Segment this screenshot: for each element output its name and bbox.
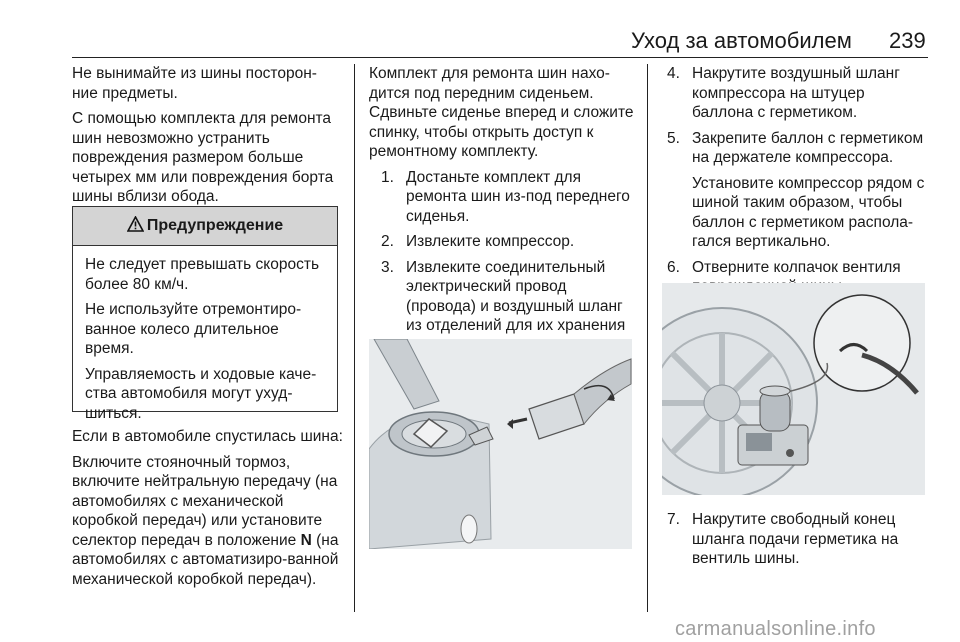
step-text: Накрутите воздушный шланг компрессора на штуцер баллона с герметиком. (692, 65, 900, 121)
steps-list-2 (667, 64, 929, 297)
step-text: Извлеките компрессор. (406, 233, 575, 250)
column-divider-1 (354, 64, 355, 612)
step-number: 2. (381, 233, 394, 250)
step-text: Отверните колпачок вентиля (692, 258, 901, 276)
step-number: 5. (667, 129, 680, 147)
parking-brake-text-cont: (на автомобилях с автоматизиро-ванной механической коробкой передач). (72, 531, 339, 588)
step-text: Накрутите свободный конец шланга подачи герметика на вентиль шины. (692, 511, 899, 567)
warning-title: Предупреждение (146, 217, 284, 234)
column-2 (369, 64, 639, 361)
step-text: Достаньте комплект для ремонта шин из-под переднего сиденья. (406, 168, 630, 225)
hose-connector-illustration (369, 339, 632, 549)
header-title: Уход за автомобилем (631, 28, 852, 53)
column-1-top (72, 64, 342, 213)
step-number: 4. (667, 65, 680, 82)
steps-list-3 (667, 510, 929, 569)
paragraph-kit-location: Комплект для ремонта шин нахо-дится под передним сиденьем. Сдвиньте сиденье вперед и сложите спинку, чтобы открыть доступ к ремонтному комплекту. (369, 65, 634, 160)
step-number: 7. (667, 511, 680, 528)
step-number: 3. (381, 258, 394, 276)
paragraph-parking-brake (72, 453, 344, 590)
step-text: Закрепите баллон с герметиком на держателе компрессора. (692, 129, 924, 166)
warning-box (72, 206, 338, 422)
step-number: 1. (381, 168, 394, 186)
parking-brake-text: Включите стояночный тормоз, включите нейтральную передачу (на автомобилях с механической коробкой передач) или установите селектор передач в положение (72, 453, 338, 549)
step-1 (381, 168, 639, 227)
warning-body (73, 246, 337, 423)
step-extra-text: Установите компрессор рядом с шиной таким образом, чтобы баллон с герметиком распола-гался вертикально. (692, 174, 925, 250)
step-text: Извлеките соединительный электрический провод (провода) и воздушный шланг из отделений для их хранения (406, 258, 626, 334)
column-3-top (667, 64, 929, 303)
paragraph-flat-tire: Если в автомобиле спустилась шина: (72, 428, 343, 445)
warning-handling-text: Управляемость и ходовые каче-ства автомобиля могут ухуд-шиться. (85, 365, 317, 422)
steps-list-1 (381, 168, 639, 356)
column-divider-2 (647, 64, 648, 612)
gear-selector-label: N (300, 531, 312, 549)
step-2 (381, 232, 639, 252)
warning-header (73, 207, 337, 246)
header-rule (72, 57, 928, 58)
column-1-bottom (72, 427, 344, 595)
paragraph-foreign-objects: Не вынимайте из шины посторон-ние предметы. (72, 65, 317, 102)
footer-watermark: carmanualsonline.info (675, 618, 876, 640)
warning-triangle-icon (127, 216, 144, 237)
compressor-on-wheel-illustration (662, 283, 925, 495)
step-number: 6. (667, 258, 680, 276)
step-7 (667, 510, 929, 569)
step-4 (667, 64, 929, 123)
page-number: 239 (889, 28, 926, 53)
column-3-bottom (667, 510, 929, 575)
paragraph-damage-limit: С помощью комплекта для ремонта шин невозможно устранить повреждения размером больше четырех мм или повреждения борта шины вблизи обода. (72, 110, 334, 205)
warning-speed-text: Не следует превышать скорость более 80 км/ч. (85, 256, 320, 293)
warning-duration-text: Не используйте отремонтиро-ванное колесо длительное время. (85, 301, 302, 357)
step-5 (667, 129, 929, 252)
